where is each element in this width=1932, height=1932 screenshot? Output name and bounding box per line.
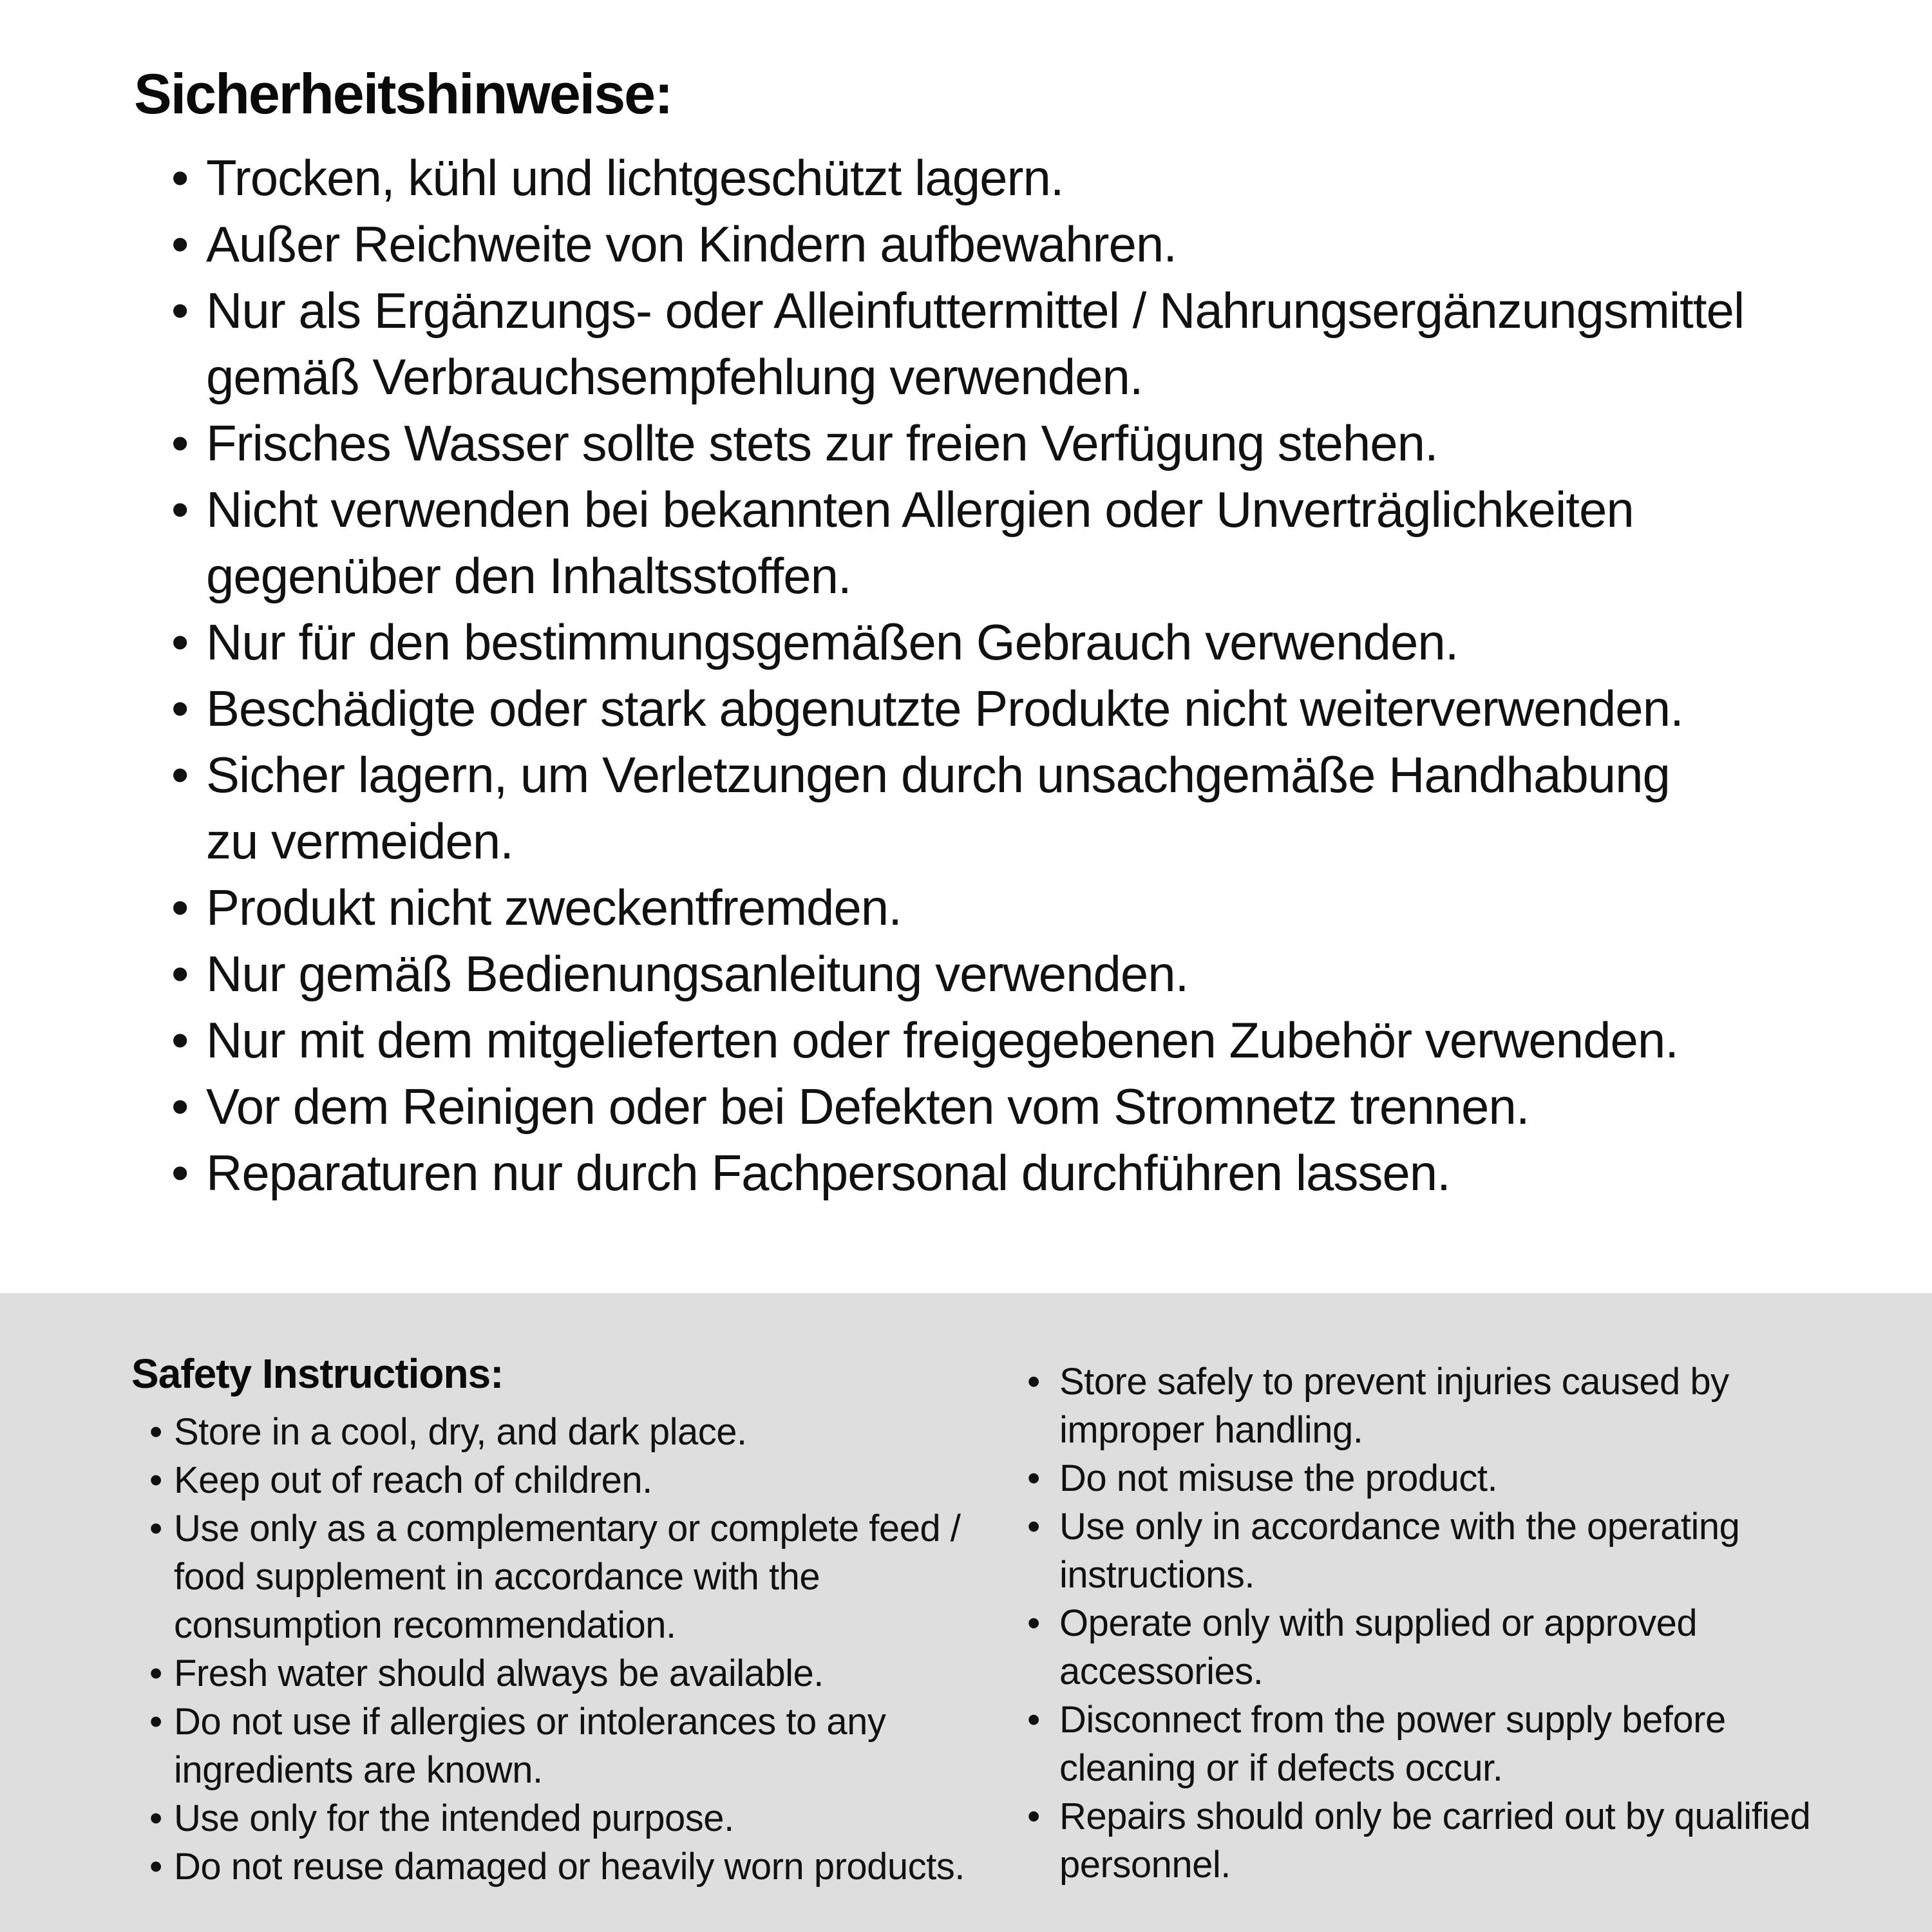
list-item-text: Repairs should only be carried out by qualified personnel.: [1059, 1795, 1811, 1886]
bullet-icon: •: [171, 216, 189, 272]
list-item: [1027, 1454, 1929, 1502]
list-item-text: Beschädigte oder stark abgenutzte Produkte nicht weiterverwenden.: [206, 680, 1683, 737]
list-item: [134, 477, 1932, 609]
bullet-icon: •: [149, 1846, 162, 1888]
list-item-text: Sicher lagern, um Verletzungen durch unsachgemäße Handhabung zu vermeiden.: [206, 746, 1670, 869]
english-safety-list-right: [1027, 1358, 1929, 1889]
list-item: [134, 278, 1932, 410]
english-safety-list-left: [131, 1408, 1014, 1891]
bullet-icon: •: [149, 1508, 162, 1549]
bullet-icon: •: [1027, 1795, 1040, 1837]
bullet-icon: •: [171, 415, 189, 471]
bullet-icon: •: [149, 1411, 162, 1453]
bullet-icon: •: [149, 1701, 162, 1743]
list-item: [131, 1649, 1014, 1698]
bullet-icon: •: [1027, 1699, 1040, 1741]
list-item: [134, 145, 1932, 211]
bullet-icon: •: [171, 879, 189, 936]
list-item: [1027, 1358, 1929, 1454]
list-item-text: Fresh water should always be available.: [174, 1653, 824, 1694]
list-item-text: Use only for the intended purpose.: [174, 1797, 734, 1839]
list-item: [131, 1456, 1014, 1504]
list-item-text: Nur für den bestimmungsgemäßen Gebrauch verwenden.: [206, 614, 1459, 670]
bullet-icon: •: [1027, 1602, 1040, 1644]
list-item-text: Store in a cool, dry, and dark place.: [174, 1411, 747, 1453]
bullet-icon: •: [171, 1012, 189, 1068]
bullet-icon: •: [171, 680, 189, 737]
list-item-text: Frisches Wasser sollte stets zur freien Verfügung stehen.: [206, 415, 1438, 471]
list-item: [134, 875, 1932, 941]
list-item-text: Außer Reichweite von Kindern aufbewahren.: [206, 216, 1177, 272]
bullet-icon: •: [171, 481, 189, 538]
list-item-text: Produkt nicht zweckentfremden.: [206, 879, 902, 936]
list-item-text: Do not misuse the product.: [1059, 1457, 1498, 1499]
list-item: [134, 742, 1932, 875]
list-item-text: Operate only with supplied or approved accessories.: [1059, 1602, 1698, 1692]
list-item-text: Vor dem Reinigen oder bei Defekten vom Stromnetz trennen.: [206, 1078, 1530, 1135]
bullet-icon: •: [171, 1144, 189, 1201]
bullet-icon: •: [149, 1459, 162, 1501]
list-item-text: Reparaturen nur durch Fachpersonal durchführen lassen.: [206, 1144, 1450, 1201]
bullet-icon: •: [171, 746, 189, 803]
list-item: [131, 1842, 1014, 1891]
list-item-text: Nur mit dem mitgelieferten oder freigegebenen Zubehör verwenden.: [206, 1012, 1678, 1068]
list-item-text: Use only in accordance with the operating instructions.: [1059, 1506, 1740, 1596]
list-item: [1027, 1599, 1929, 1696]
list-item-text: Nur gemäß Bedienungsanleitung verwenden.: [206, 945, 1189, 1002]
bullet-icon: •: [171, 945, 189, 1002]
list-item: [134, 211, 1932, 278]
list-item-text: Trocken, kühl und lichtgeschützt lagern.: [206, 149, 1064, 206]
list-item: [134, 609, 1932, 676]
list-item-text: Store safely to prevent injuries caused by improper handling.: [1059, 1361, 1729, 1451]
bullet-icon: •: [149, 1653, 162, 1694]
list-item: [1027, 1696, 1929, 1792]
list-item: [131, 1408, 1014, 1456]
bullet-icon: •: [1027, 1506, 1040, 1548]
list-item: [1027, 1792, 1929, 1889]
english-right-column: [1027, 1358, 1929, 1889]
english-section-heading: Safety Instructions:: [131, 1350, 504, 1397]
english-left-column: [131, 1350, 1014, 1891]
english-safety-panel: [0, 1293, 1932, 1932]
list-item: [1027, 1502, 1929, 1599]
bullet-icon: •: [149, 1797, 162, 1839]
list-item: [134, 1074, 1932, 1140]
list-item-text: Do not use if allergies or intolerances to any ingredients are known.: [174, 1701, 886, 1791]
list-item-text: Nicht verwenden bei bekannten Allergien oder Unverträglichkeiten gegenüber den Inhaltsstoffen.: [206, 481, 1634, 604]
list-item: [134, 676, 1932, 742]
list-item: [134, 1007, 1932, 1074]
list-item-text: Use only as a complementary or complete feed / food supplement in accordance with the consumption recommendation.: [174, 1508, 961, 1646]
german-section-title: Sicherheitshinweise:: [134, 62, 672, 126]
bullet-icon: •: [1027, 1361, 1040, 1403]
bullet-icon: •: [171, 1078, 189, 1135]
bullet-icon: •: [171, 614, 189, 670]
list-item: [134, 1140, 1932, 1206]
list-item: [134, 410, 1932, 477]
list-item-text: Disconnect from the power supply before cleaning or if defects occur.: [1059, 1699, 1726, 1789]
list-item-text: Keep out of reach of children.: [174, 1459, 652, 1501]
bullet-icon: •: [1027, 1457, 1040, 1499]
bullet-icon: •: [171, 282, 189, 339]
german-safety-list: [134, 145, 1932, 1206]
list-item-text: Nur als Ergänzungs- oder Alleinfuttermittel / Nahrungsergänzungsmittel gemäß Verbrauchsempfehlung verwenden.: [206, 282, 1745, 405]
list-item-text: Do not reuse damaged or heavily worn products.: [174, 1846, 965, 1888]
list-item: [131, 1698, 1014, 1794]
list-item: [131, 1504, 1014, 1649]
bullet-icon: •: [171, 149, 189, 206]
list-item: [131, 1794, 1014, 1842]
list-item: [134, 941, 1932, 1007]
